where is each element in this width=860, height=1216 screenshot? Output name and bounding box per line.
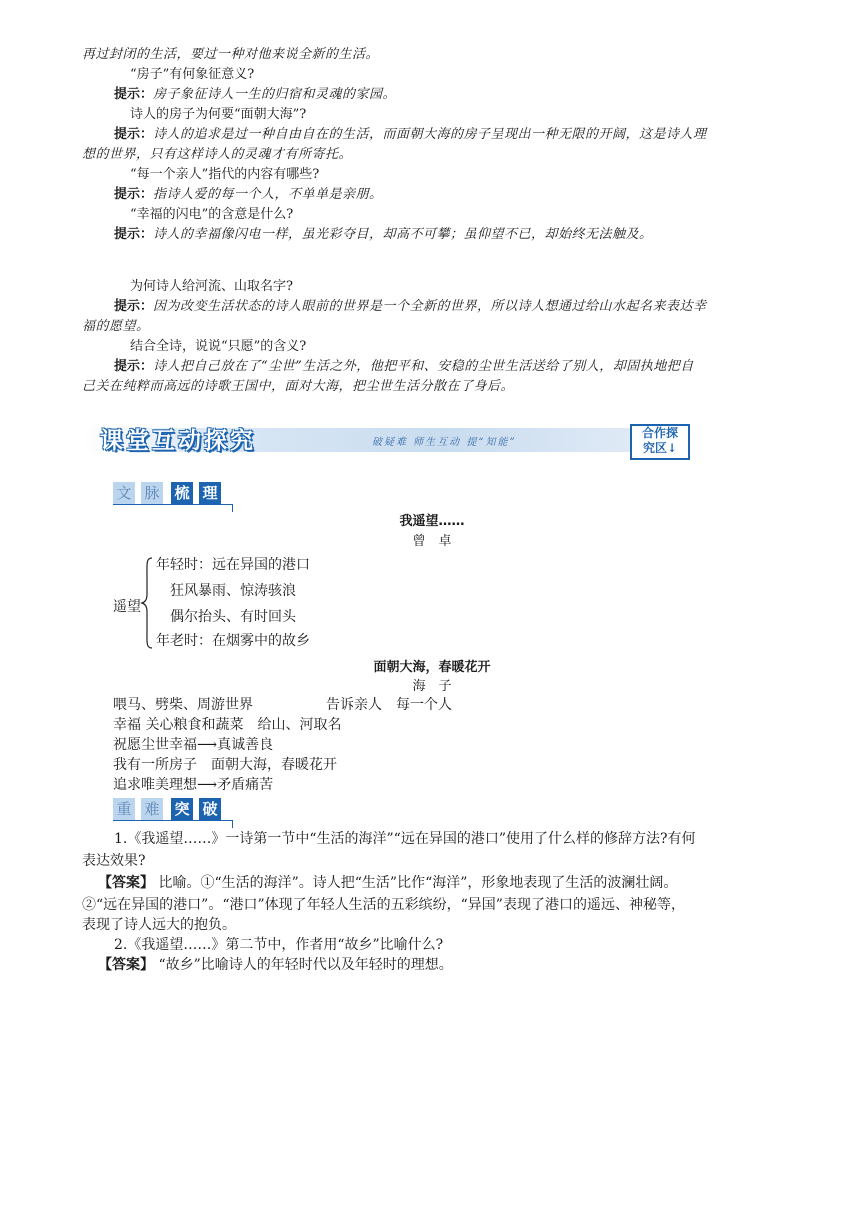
- heading-hook: [232, 504, 233, 512]
- question-5: 为何诗人给河流、山取名字?: [130, 279, 293, 294]
- bt-answer-1-cont: 表现了诗人远大的抱负。: [82, 917, 236, 933]
- bt-question-1-cont: 表达效果?: [82, 853, 146, 869]
- badge-line-1: 合作探: [641, 426, 678, 440]
- hint-label: 提示：: [114, 187, 154, 202]
- bt-question-1: 1.《我遥望……》一诗第一节中“生活的海洋”“远在异国的港口”使用了什么样的修辞方法?有何: [114, 831, 696, 847]
- heading-char: 突: [171, 798, 193, 820]
- hint-label: 提示：: [114, 227, 154, 242]
- answer-5: [114, 296, 814, 318]
- poem2-row: 追求唯美理想⟶矛盾痛苦: [113, 777, 274, 793]
- answer-text: 比喻。①“生活的海洋”。诗人把“生活”比作“海洋”，形象地表现了生活的波澜壮阔。: [154, 875, 678, 891]
- banner-subtitle: 破疑难 师生互动 提“知能”: [372, 437, 517, 448]
- poem1-author: 曾 卓: [412, 534, 452, 549]
- poem2-row: 我有一所房子 面朝大海，春暖花开: [113, 757, 337, 773]
- answer-label: 【答案】: [98, 957, 154, 973]
- section-heading-key-points: [113, 798, 237, 822]
- hint-label: 提示：: [114, 359, 154, 374]
- poem2-row: 祝愿尘世幸福⟶真诚善良: [113, 737, 274, 753]
- heading-char: 重: [113, 798, 135, 820]
- bt-answer-2: [98, 954, 798, 976]
- poem1-label: 遥望: [113, 599, 141, 615]
- answer-1: [114, 84, 814, 106]
- answer-label: 【答案】: [98, 875, 154, 891]
- heading-underline: [113, 504, 233, 505]
- question-1: “房子”有何象征意义?: [130, 67, 255, 82]
- badge-line-2: 究区↓: [642, 441, 678, 455]
- answer-6: [114, 356, 814, 378]
- hint-label: 提示：: [114, 87, 154, 102]
- poem2-row: 喂马、劈柴、周游世界: [113, 697, 253, 713]
- hint-text: 房子象征诗人一生的归宿和灵魂的家园。: [153, 87, 397, 102]
- poem1-line: 狂风暴雨、惊涛骇浪: [170, 583, 296, 599]
- heading-char: 脉: [141, 482, 163, 504]
- question-3: “每一个亲人”指代的内容有哪些?: [130, 167, 320, 182]
- question-6: 结合全诗，说说“只愿”的含义?: [130, 339, 307, 354]
- heading-char: 文: [113, 482, 135, 504]
- poem1-line: 年轻时：远在异国的港口: [156, 557, 310, 573]
- poem1-title: 我遥望……: [399, 514, 465, 529]
- intro-line: 再过封闭的生活，要过一种对他来说全新的生活。: [82, 47, 380, 62]
- heading-char: 破: [199, 798, 221, 820]
- poem2-row: 告诉亲人 每一个人: [326, 697, 452, 713]
- question-4: “幸福的闪电”的含意是什么?: [130, 207, 294, 222]
- poem2-author: 海 子: [412, 679, 452, 694]
- bt-answer-1: [98, 872, 798, 894]
- heading-char: 理: [199, 482, 221, 504]
- heading-underline: [113, 820, 233, 821]
- section-heading-outline: [113, 482, 237, 506]
- heading-char: 难: [141, 798, 163, 820]
- answer-text: “故乡”比喻诗人的年轻时代以及年轻时的理想。: [154, 957, 453, 973]
- answer-4: [114, 224, 814, 246]
- heading-hook: [232, 820, 233, 828]
- bt-question-2: 2.《我遥望……》第二节中，作者用“故乡”比喻什么?: [114, 937, 444, 953]
- answer-2: [114, 124, 814, 146]
- answer-5-cont: 福的愿望。: [82, 319, 150, 334]
- cooperative-zone-badge: [630, 424, 690, 460]
- answer-6-cont: 己关在纯粹而高远的诗歌王国中，面对大海，把尘世生活分散在了身后。: [82, 379, 515, 394]
- hint-label: 提示：: [114, 127, 154, 142]
- hint-text: 诗人的幸福像闪电一样，虽光彩夺目，却高不可攀；虽仰望不已，却始终无法触及。: [153, 227, 653, 242]
- hint-text: 诗人把自己放在了“尘世”生活之外，他把平和、安稳的尘世生活送给了别人，却固执地把自: [153, 359, 694, 374]
- hint-text: 因为改变生活状态的诗人眼前的世界是一个全新的世界，所以诗人想通过给山水起名来表达幸: [153, 299, 707, 314]
- poem2-title: 面朝大海，春暖花开: [373, 660, 491, 675]
- hint-text: 诗人的追求是过一种自由自在的生活，而面朝大海的房子呈现出一种无限的开阔，这是诗人理: [153, 127, 707, 142]
- poem2-row: 幸福 关心粮食和蔬菜 给山、河取名: [113, 717, 342, 733]
- hint-text: 指诗人爱的每一个人，不单单是亲朋。: [153, 187, 383, 202]
- banner-title: 课堂互动探究: [100, 427, 256, 454]
- poem1-line: 偶尔抬头、有时回头: [170, 609, 296, 625]
- bt-answer-1-cont: ②“远在异国的港口”。“港口”体现了年轻人生活的五彩缤纷，“异国”表现了港口的遥远、神秘等，: [82, 897, 685, 913]
- answer-3: [114, 184, 814, 206]
- heading-char: 梳: [171, 482, 193, 504]
- poem1-line: 年老时：在烟雾中的故乡: [156, 633, 310, 649]
- hint-label: 提示：: [114, 299, 154, 314]
- section-banner: [82, 422, 688, 456]
- answer-2-cont: 想的世界，只有这样诗人的灵魂才有所寄托。: [82, 147, 353, 162]
- question-2: 诗人的房子为何要“面朝大海”?: [130, 107, 307, 122]
- curly-brace-icon: [140, 556, 154, 650]
